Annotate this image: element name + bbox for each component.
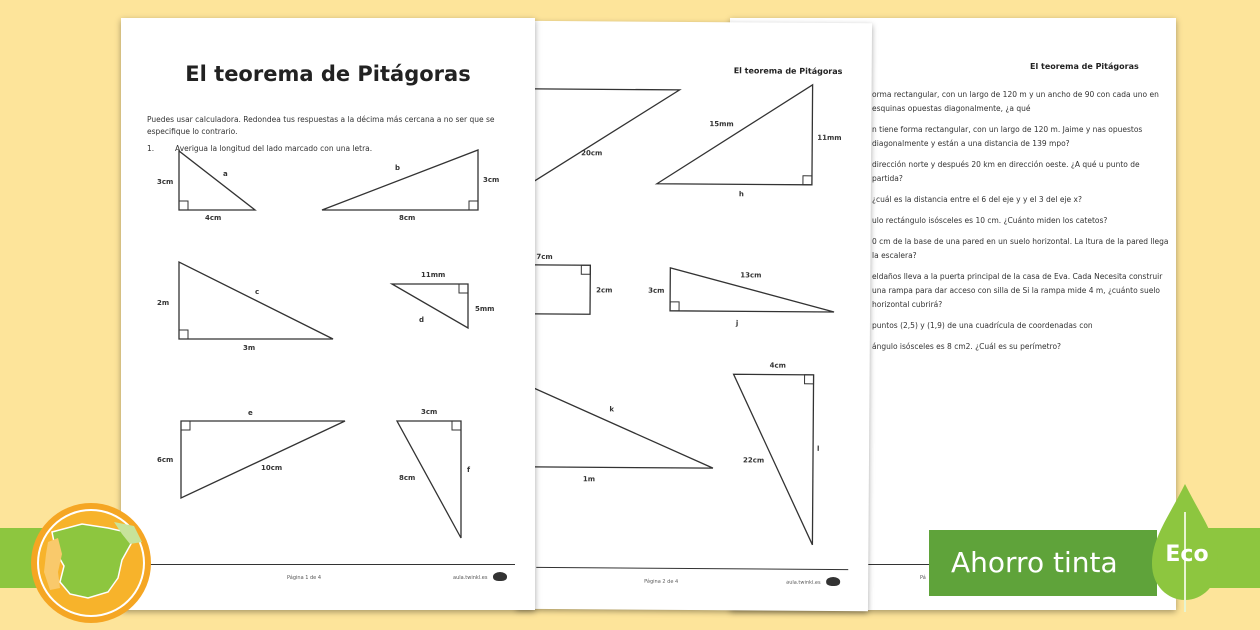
page-number: Pá xyxy=(920,575,926,581)
label-side: 3cm xyxy=(157,178,174,186)
label-base: 8cm xyxy=(399,214,416,222)
triangle-a xyxy=(179,151,255,210)
twinkl-logo-icon xyxy=(493,572,507,581)
page-2-footer xyxy=(536,567,848,599)
page-number: Página 2 de 4 xyxy=(644,578,679,585)
footer-site: aula.twinkl.es xyxy=(786,579,821,586)
triangle-c xyxy=(179,262,333,339)
question-item: puntos (2,5) y (1,9) de una cuadrícula de coordenadas con xyxy=(872,321,1093,330)
label-side: 3cm xyxy=(483,176,500,184)
instructions-text: Puedes usar calculadora. Redondea tus respuestas a la décima más cercana a no ser que se especifique lo contrario. xyxy=(147,115,495,136)
triangle-b xyxy=(657,84,813,185)
label-top: e xyxy=(248,409,253,417)
page-title: El teorema de Pitágoras xyxy=(185,62,471,86)
question-item: eldaños lleva a la puerta principal de la casa de Eva. Cada Necesita construir una rampa para dar acceso con silla de Si la rampa mide 4 m, ¿cuánto suelo horizontal cubrirá? xyxy=(872,272,1163,309)
question-item: 0 cm de la base de una pared en un suelo horizontal. La ltura de la pared llega la escalera? xyxy=(872,237,1169,260)
question-text: Averigua la longitud del lado marcado con una letra. xyxy=(175,144,373,153)
page-2-title: El teorema de Pitágoras xyxy=(733,66,843,77)
label-hyp: a xyxy=(223,170,228,178)
right-angle-mark xyxy=(179,201,188,210)
right-angle-mark xyxy=(181,421,190,430)
label-hyp: 8cm xyxy=(399,474,416,482)
label-side: 6cm xyxy=(157,456,174,464)
label-hyp: k xyxy=(609,405,615,414)
label-base: 4cm xyxy=(205,214,222,222)
right-angle-mark xyxy=(179,330,188,339)
label-side: 7cm xyxy=(536,252,553,262)
right-angle-mark xyxy=(469,201,478,210)
question-number: 1. xyxy=(147,144,155,153)
question-item: orma rectangular, con un largo de 120 m y un ancho de 90 con cada uno en esquinas opuestas diagonalmente, ¿a qué xyxy=(872,90,1159,113)
label-hyp: d xyxy=(419,316,425,324)
right-angle-mark xyxy=(670,302,679,311)
label-side: 2cm xyxy=(596,286,613,295)
label-hyp: 15mm xyxy=(709,120,734,129)
eco-label: Eco xyxy=(1165,542,1209,567)
page-3-title: El teorema de Pitágoras xyxy=(1030,62,1139,71)
label-top: 4cm xyxy=(769,361,787,370)
label-top: 3cm xyxy=(421,408,438,416)
twinkl-logo-icon xyxy=(826,577,840,586)
question-item: ¿cuál es la distancia entre el 6 del eje y y el 3 del eje x? xyxy=(872,195,1082,204)
label-side: 3cm xyxy=(648,286,665,295)
right-angle-mark xyxy=(805,375,814,384)
label-hyp: 20cm xyxy=(581,149,603,158)
label-side: 11mm xyxy=(817,133,842,143)
label-side: 5mm xyxy=(475,305,495,313)
label-side: 2m xyxy=(157,299,170,307)
triangle-d xyxy=(392,284,468,328)
label-base: h xyxy=(738,190,744,199)
worksheet-page-2 xyxy=(516,21,872,611)
ink-saving-label: Ahorro tinta xyxy=(929,530,1159,596)
label-hyp: b xyxy=(395,164,401,172)
page-1-triangles xyxy=(121,18,535,558)
triangle-e xyxy=(181,421,345,498)
triangle-b xyxy=(322,150,478,210)
label-top: 13cm xyxy=(740,271,762,280)
label-base: j xyxy=(735,319,739,328)
question-item: dirección norte y después 20 km en dirección oeste. ¿A qué u punto de partida? xyxy=(872,160,1140,183)
worksheet-page-1 xyxy=(121,18,535,610)
question-item: ángulo isósceles es 8 cm2. ¿Cuál es su perímetro? xyxy=(872,342,1062,351)
triangle-a xyxy=(519,89,680,192)
spain-map-icon xyxy=(30,502,152,624)
label-hyp: c xyxy=(255,288,260,296)
page-number: Página 1 de 4 xyxy=(287,575,322,581)
label-side: l xyxy=(817,444,820,453)
label-hyp: 10cm xyxy=(261,464,283,472)
label-base: 3m xyxy=(243,344,256,352)
question-list xyxy=(872,88,1172,361)
page-1-footer xyxy=(141,564,515,594)
page-2-triangles xyxy=(516,21,872,611)
question-item: ulo rectángulo isósceles es 10 cm. ¿Cuánto miden los catetos? xyxy=(872,216,1108,225)
label-top: 11mm xyxy=(421,271,446,279)
right-angle-mark xyxy=(581,265,590,274)
footer-site: aula.twinkl.es xyxy=(453,575,488,581)
right-angle-mark xyxy=(452,421,461,430)
triangle-e xyxy=(517,381,714,468)
right-angle-mark xyxy=(803,176,812,185)
label-base: 1m xyxy=(582,475,596,484)
label-hyp: 22cm xyxy=(742,456,765,465)
label-side: f xyxy=(467,466,471,474)
right-angle-mark xyxy=(459,284,468,293)
question-item: n tiene forma rectangular, con un largo de 120 m. Jaime y nas opuestos diagonalmente y están a una distancia de 139 mpo? xyxy=(872,125,1143,148)
